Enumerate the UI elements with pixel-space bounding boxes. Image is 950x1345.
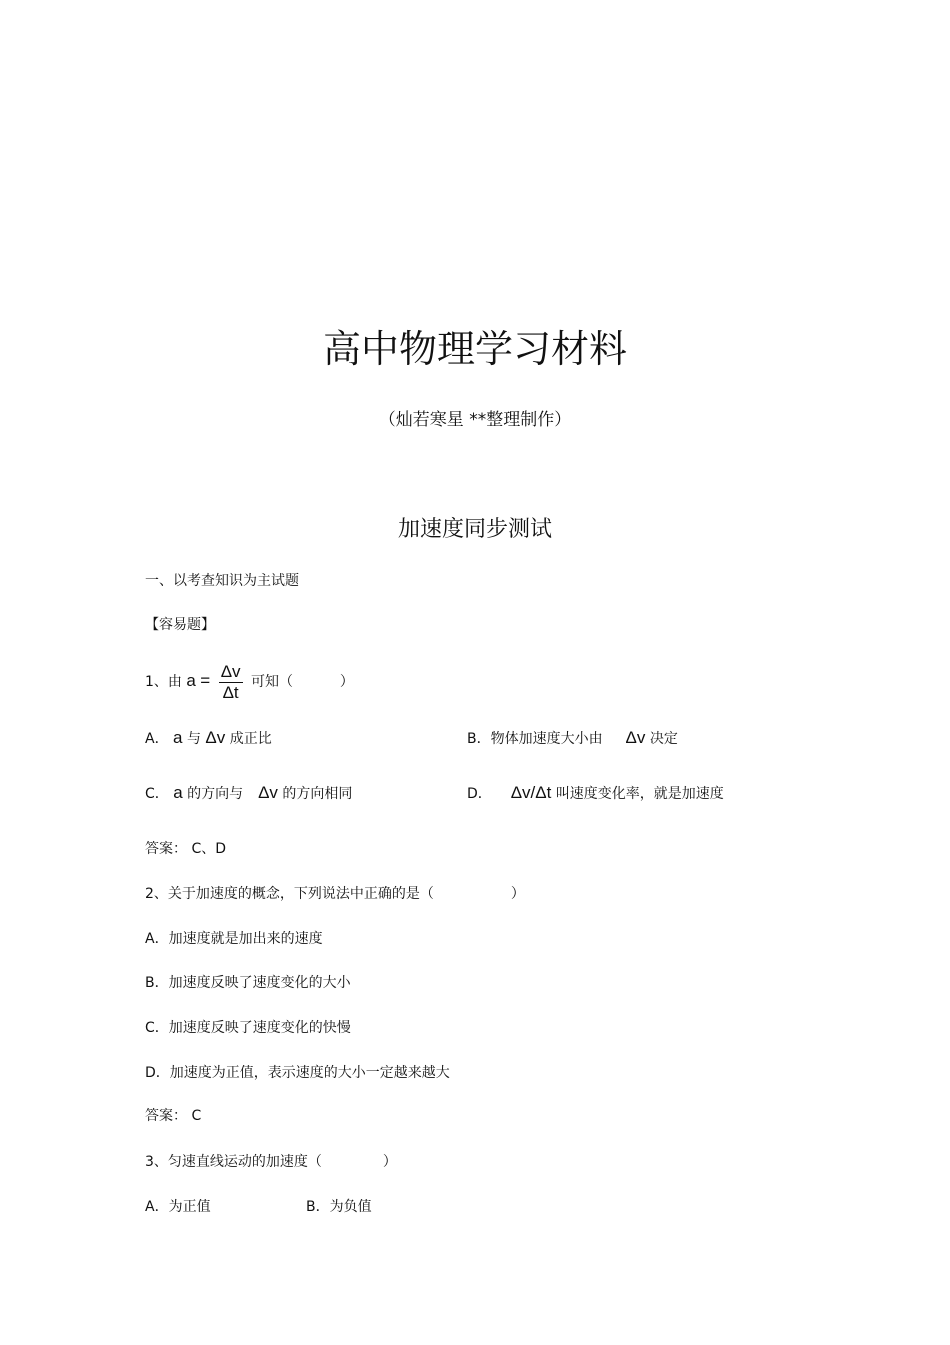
- option-c-label: C．: [145, 786, 169, 802]
- question-3-close: ）: [382, 1154, 397, 1170]
- option-a-tail: 成正比: [229, 731, 272, 747]
- option-c-var-dv: Δv: [258, 783, 278, 802]
- question-3-text: 3、匀速直线运动的加速度（: [145, 1154, 322, 1170]
- option-b-tail: 决定: [649, 731, 678, 747]
- formula-equals: =: [200, 671, 211, 690]
- question-1-prefix: 1、由: [145, 674, 182, 690]
- option-a-var-a: a: [173, 728, 183, 747]
- question-1-option-d: [467, 783, 724, 803]
- question-2-option-a: A．加速度就是加出来的速度: [145, 931, 323, 947]
- question-2-answer: 答案： C: [145, 1108, 202, 1124]
- document-subtitle: （灿若寒星 **整理制作）: [378, 410, 572, 430]
- option-a-label: A．: [145, 731, 169, 747]
- question-2-option-c: C．加速度反映了速度变化的快慢: [145, 1020, 351, 1036]
- question-1-option-b: [467, 728, 678, 748]
- document-title: 高中物理学习材料: [322, 327, 627, 371]
- option-b-var-dv: Δv: [625, 728, 646, 747]
- question-1-option-c: [145, 783, 352, 803]
- section-heading: 一、以考查知识为主试题: [145, 573, 299, 589]
- option-d-tail: 叫速度变化率，就是加速度: [555, 786, 724, 802]
- question-3-option-b: B．为负值: [306, 1199, 372, 1215]
- fraction-denominator: Δt: [222, 682, 239, 702]
- question-2-close: ）: [510, 886, 525, 902]
- question-2-text: 2、关于加速度的概念，下列说法中正确的是（: [145, 886, 434, 902]
- question-3-stem: [145, 1151, 397, 1171]
- question-3-option-a: A．为正值: [145, 1199, 211, 1215]
- option-c-var-a: a: [173, 783, 183, 802]
- question-1-stem: [145, 658, 354, 705]
- difficulty-label: 【容易题】: [145, 617, 215, 633]
- option-a-mid: 与: [186, 731, 201, 747]
- option-d-var-rate: Δv/Δt: [510, 783, 552, 802]
- option-b-label: B．物体加速度大小由: [467, 731, 603, 747]
- question-1-close: ）: [339, 674, 354, 690]
- question-2-stem: [145, 883, 525, 903]
- test-heading: 加速度同步测试: [397, 517, 552, 542]
- question-2-option-b: B．加速度反映了速度变化的大小: [145, 975, 351, 991]
- option-c-tail: 的方向相同: [282, 786, 353, 802]
- question-1-option-a: [145, 728, 272, 748]
- question-2-option-d: D．加速度为正值，表示速度的大小一定越来越大: [145, 1065, 450, 1081]
- fraction-numerator: Δv: [220, 661, 241, 681]
- formula-fraction: [219, 662, 243, 703]
- formula-lhs: a: [186, 671, 196, 690]
- option-d-label: D．: [467, 786, 492, 802]
- question-1-suffix: 可知（: [251, 674, 293, 690]
- option-a-var-dv: Δv: [205, 728, 226, 747]
- question-1-answer: 答案： C、D: [145, 841, 227, 857]
- option-c-mid: 的方向与: [187, 786, 244, 802]
